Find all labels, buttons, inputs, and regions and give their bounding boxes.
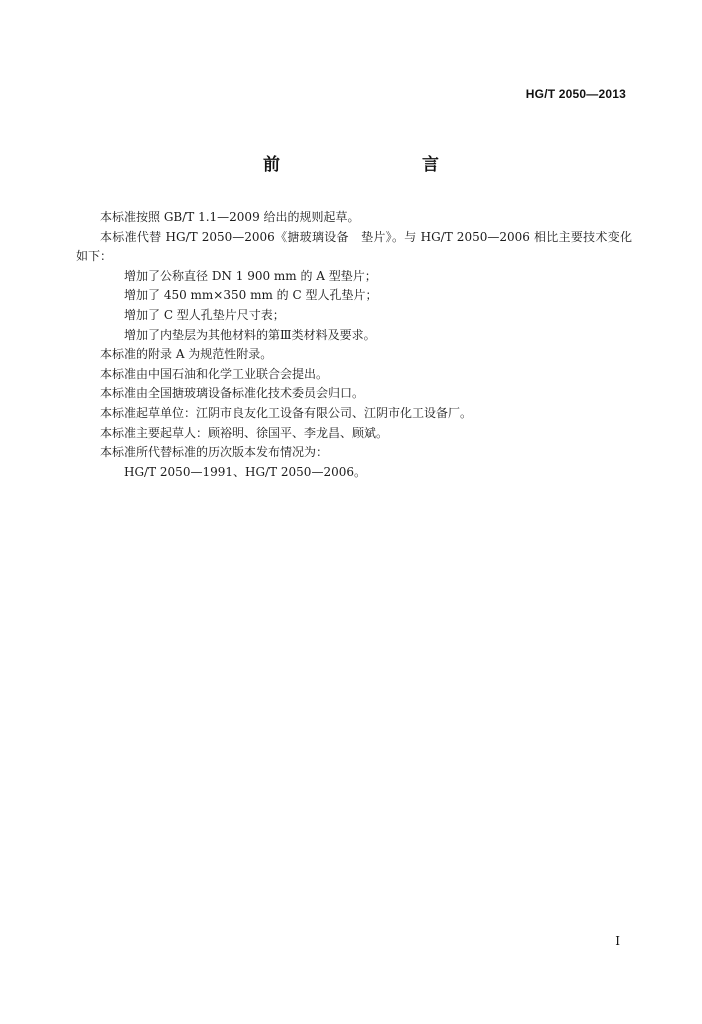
paragraph-proposed-by: 本标准由中国石油和化学工业联合会提出。 <box>100 366 329 381</box>
foreword-body <box>76 208 632 482</box>
page-title: 前 言 <box>263 155 475 175</box>
paragraph-previous-editions-intro: 本标准所代替标准的历次版本发布情况为： <box>100 445 329 460</box>
standard-code-header: HG/T 2050—2013 <box>525 87 626 101</box>
paragraph-previous-editions-list: HG/T 2050—1991、HG/T 2050—2006。 <box>124 464 366 479</box>
paragraph-drafting-organizations: 本标准起草单位：江阴市良友化工设备有限公司、江阴市化工设备厂。 <box>100 405 473 420</box>
paragraph-annex-a: 本标准的附录 A 为规范性附录。 <box>100 347 273 362</box>
page-number: I <box>615 934 620 948</box>
paragraph-main-drafters: 本标准主要起草人：顾裕明、徐国平、李龙昌、顾斌。 <box>100 425 389 440</box>
paragraph-replaces-standard: 本标准代替 HG/T 2050—2006《搪玻璃设备 垫片》。与 HG/T 2050—2006 相比主要技术变化如下： <box>76 229 632 264</box>
change-item-dn1900: 增加了公称直径 DN 1 900 mm 的 A 型垫片； <box>124 268 377 283</box>
change-item-class-iii-material: 增加了内垫层为其他材料的第Ⅲ类材料及要求。 <box>124 327 376 342</box>
paragraph-under-jurisdiction: 本标准由全国搪玻璃设备标准化技术委员会归口。 <box>100 386 365 401</box>
change-item-c-type-450x350: 增加了 450 mm×350 mm 的 C 型人孔垫片； <box>124 288 378 303</box>
change-item-c-type-table: 增加了 C 型人孔垫片尺寸表； <box>124 307 285 322</box>
paragraph-drafting-rules: 本标准按照 GB/T 1.1—2009 给出的规则起草。 <box>100 210 360 224</box>
